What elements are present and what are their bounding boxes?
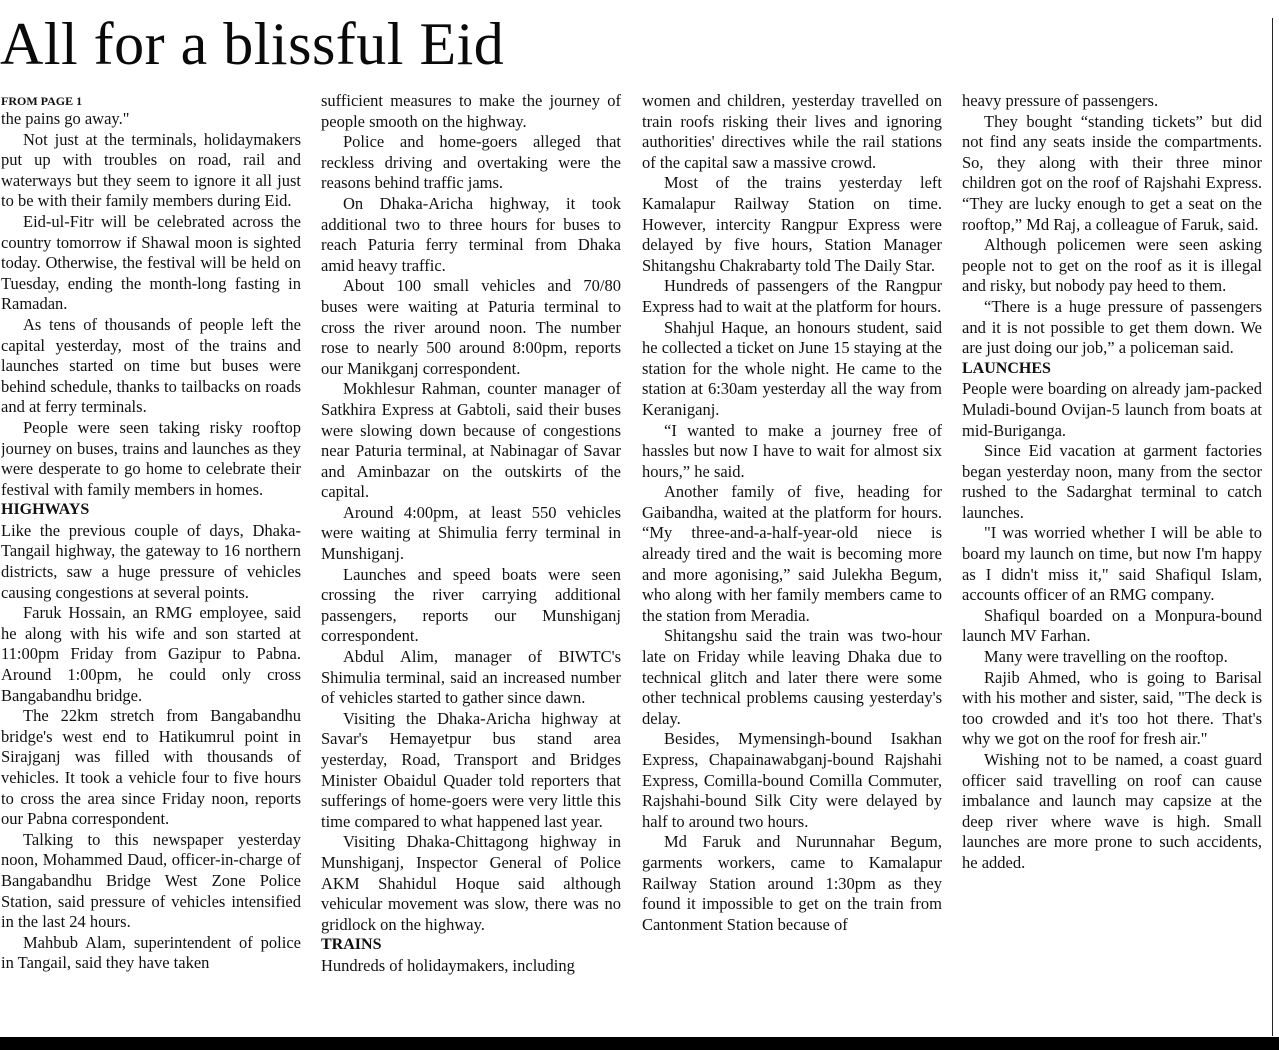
article-column-2: [321, 91, 621, 1037]
paragraph: People were seen taking risky rooftop journey on buses, trains and launches as they were desperate to go home to celebrate their festival with family members in homes.: [1, 417, 301, 499]
paragraph: As tens of thousands of people left the capital yesterday, most of the trains and launches started on time but buses were behind schedule, thanks to tailbacks on roads and at ferry terminals.: [1, 314, 301, 417]
paragraph: “There is a huge pressure of passengers and it is not possible to get them down. We are just doing our job,” a policeman said.: [962, 296, 1262, 358]
paragraph: Abdul Alim, manager of BIWTC's Shimulia terminal, said an increased number of vehicles started to gather since dawn.: [321, 647, 621, 708]
paragraph: Faruk Hossain, an RMG employee, said he along with his wife and son started at 11:00pm Friday from Gazipur to Pabna. Around 1:00pm, he could only cross Bangabandhu bridge.: [1, 603, 301, 705]
paragraph: Visiting Dhaka-Chittagong highway in Munshiganj, Inspector General of Police AKM Shahidul Hoque said although vehicular movement was slow, there was no gridlock on the highway.: [321, 832, 621, 934]
paragraph: Shafiqul boarded on a Monpura-bound launch MV Farhan.: [962, 605, 1262, 646]
paragraph: On Dhaka-Aricha highway, it took additional two to three hours for buses to reach Paturia ferry terminal from Dhaka amid heavy traffic.: [321, 193, 621, 275]
paragraph: the pains go away.": [1, 109, 130, 128]
paragraph: women and children, yesterday travelled on train roofs risking their lives and ignoring authorities' directives while the rail stations of the capital saw a massive crowd.: [642, 91, 942, 172]
paragraph: Visiting the Dhaka-Aricha highway at Savar's Hemayetpur bus stand area yesterday, Road, Transport and Bridges Minister Obaidul Quader told reporters that sufferings of home-goers were very little this time compared to what happened last year.: [321, 708, 621, 831]
paragraph: Many were travelling on the rooftop.: [984, 647, 1228, 667]
section-subhead: HIGHWAYS: [1, 501, 90, 519]
paragraph: Most of the trains yesterday left Kamalapur Railway Station on time. However, intercity Rangpur Express were delayed by five hours, Station Manager Shitangshu Chakrabarty told The Daily Star.: [642, 173, 942, 275]
paragraph: Like the previous couple of days, Dhaka-Tangail highway, the gateway to 16 northern districts, saw a huge pressure of vehicles causing congestions at several points.: [1, 520, 301, 602]
paragraph: Wishing not to be named, a coast guard officer said travelling on roof can cause imbalance and launch may capsize at the deep river where wave is high. Small launches are more prone to such accidents, he added.: [962, 750, 1262, 872]
paragraph: Although policemen were seen asking people not to get on the roof as it is illegal and risky, but nobody pay heed to them.: [962, 235, 1262, 296]
paragraph: Eid-ul-Fitr will be celebrated across the country tomorrow if Shawal moon is sighted today. Otherwise, the festival will be held on Tuesday, ending the month-long fasting in Ramadan.: [1, 211, 301, 314]
paragraph: About 100 small vehicles and 70/80 buses were waiting at Paturia terminal to cross the river around noon. The number rose to nearly 500 around 8:00pm, reports our Manikganj correspondent.: [321, 276, 621, 378]
paragraph: Shitangshu said the train was two-hour late on Friday while leaving Dhaka due to technical glitch and later there were some other technical problems causing yesterday's delay.: [642, 626, 942, 728]
paragraph: Hundreds of passengers of the Rangpur Express had to wait at the platform for hours.: [642, 276, 942, 316]
paragraph: Police and home-goers alleged that reckless driving and overtaking were the reasons behind traffic jams.: [321, 132, 621, 193]
paragraph: Another family of five, heading for Gaibandha, waited at the platform for hours. “My three-and-a-half-year-old niece is already tired and the wait is becoming more and more agonising,” said Julekha Begum, who along with her family members came to the station from Meradia.: [642, 482, 942, 625]
headline: All for a blissful Eid: [0, 11, 505, 77]
paragraph: People were boarding on already jam-packed Muladi-bound Ovijan-5 launch from boats at mid-Buriganga.: [962, 379, 1262, 440]
paragraph: The 22km stretch from Bangabandhu bridge's west end to Hatikumrul point in Sirajganj was filled with thousands of vehicles. It took a vehicle four to five hours to cross the area since Friday noon, reports our Pabna correspondent.: [1, 706, 301, 829]
paragraph: Mahbub Alam, superintendent of police in Tangail, said they have taken: [1, 932, 301, 973]
paragraph: Hundreds of holidaymakers, including: [321, 955, 575, 975]
paragraph: Talking to this newspaper yesterday noon, Mohammed Daud, officer-in-charge of Bangabandhu Bridge West Zone Police Station, said pressure of vehicles intensified in the last 24 hours.: [1, 829, 301, 932]
section-subhead: LAUNCHES: [962, 359, 1051, 377]
paragraph: Besides, Mymensingh-bound Isakhan Express, Chapainawabganj-bound Rajshahi Express, Comilla-bound Comilla Commuter, Rajshahi-bound Silk City were delayed by half to around two hours.: [642, 729, 942, 831]
paragraph: sufficient measures to make the journey of people smooth on the highway.: [321, 91, 621, 131]
paragraph: They bought “standing tickets” but did not find any seats inside the compartments. So, they along with their three minor children got on the roof of Rajshahi Express. “They are lucky enough to get a seat on the rooftop,” Md Raj, a colleague of Faruk, said.: [962, 111, 1262, 234]
paragraph: Since Eid vacation at garment factories began yesterday noon, many from the sector rushed to the Sadarghat terminal to catch launches.: [962, 441, 1262, 522]
paragraph: Rajib Ahmed, who is going to Barisal with his mother and sister, said, "The deck is too crowded and it's too hot there. That's why we got on the roof for fresh air.": [962, 667, 1262, 749]
article-column-4: [962, 91, 1262, 1037]
paragraph: heavy pressure of passengers.: [962, 91, 1159, 110]
paragraph: Not just at the terminals, holidaymakers put up with troubles on road, rail and waterways but they seem to ignore it all just to be with their family members during Eid.: [1, 129, 301, 211]
article-column-3: [642, 91, 942, 1037]
paragraph: Mokhlesur Rahman, counter manager of Satkhira Express at Gabtoli, said their buses were slowing down because of congestions near Paturia terminal, at Nabinagar of Savar and Aminbazar on the outskirts of the capital.: [321, 379, 621, 502]
column-rule: [1272, 18, 1273, 1036]
article-column-1: [1, 91, 301, 1037]
jump-line: FROM PAGE 1: [1, 94, 83, 108]
paragraph: “I wanted to make a journey free of hassles but now I have to wait for almost six hours,” he said.: [642, 420, 942, 481]
paragraph: "I was worried whether I will be able to board my launch on time, but now I'm happy as I didn't miss it," said Shafiqul Islam, accounts officer of an RMG company.: [962, 523, 1262, 605]
page-bottom-bar: [0, 1037, 1279, 1050]
paragraph: Shahjul Haque, an honours student, said he collected a ticket on June 15 staying at the station for the whole night. He came to the station at 6:30am yesterday all the way from Keraniganj.: [642, 317, 942, 419]
paragraph: Around 4:00pm, at least 550 vehicles were waiting at Shimulia ferry terminal in Munshiganj.: [321, 502, 621, 564]
paragraph: Launches and speed boats were seen crossing the river carrying additional passengers, reports our Munshiganj correspondent.: [321, 564, 621, 646]
section-subhead: TRAINS: [321, 936, 382, 954]
paragraph: Md Faruk and Nurunnahar Begum, garments workers, came to Kamalapur Railway Station around 1:30pm as they found it impossible to get on the train from Cantonment Station because of: [642, 832, 942, 934]
